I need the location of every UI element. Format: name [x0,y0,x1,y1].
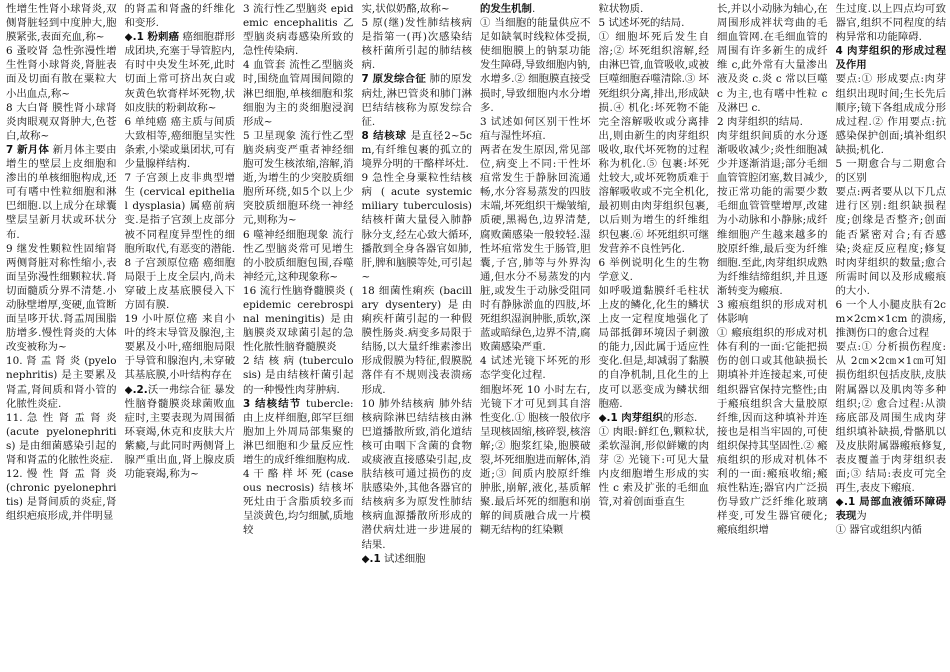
paragraph-text: 5 一期愈合与二期愈合的区别 [835,158,946,185]
paragraph-text: 性增生性肾小球肾炎,双侧肾脏轻到中度肿大,胞膜紧张,表面充血,称~ [6,3,117,44]
paragraph [6,467,117,523]
paragraph [125,30,236,115]
paragraph [6,143,117,242]
paragraph-text: ① 肉眼:鲜红色,颗粒状,柔软湿润,形似鲜嫩的肉芽 ② 光镜下:可见大量内皮细胞增生形成的实性 c 索及扩张的毛细血管,对着创面垂直生 [598,425,709,509]
paragraph [717,129,828,298]
paragraph-text: 8 大白肾 膜性肾小球肾炎肉眼观双肾肿大,色苍白,故称~ [6,101,117,142]
text-column-1 [6,2,117,672]
paragraph [480,354,591,382]
paragraph-text: 要点:两者要从以下几点进行区别:组织缺损程度;创缘是否整齐;创面能否紧密对合;有否感染;炎症反应程度;修复时肉芽组织的数量;愈合所需时间以及形成瘢痕的大小. [835,186,946,297]
paragraph [836,2,947,44]
paragraph [599,256,710,284]
paragraph-text: ① 细胞坏死后发生自溶;② 坏死组织溶解,经由淋巴管,血管吸收,或被巨噬细胞吞噬清除.③ 坏死组织分离,排出,形成缺损.④ 机化:坏死物不能完全溶解吸收或分离排出,则由新生的肉芽组织吸收,取代坏死物的过程称为机化.⑤ 包裹:坏死灶较大,或坏死物质难于溶解吸收或不完全机化,最初则由肉芽组织包裹,以后则为增生的纤维组织包裹.⑥ 坏死组织可继发营养不良性钙化. [598,31,709,255]
paragraph-text: 4 血管套 流性乙型脑炎时,围绕血管周围间隙的淋巴细胞,单核细胞和浆细胞为主的炎细胞浸润形成~ [243,59,354,128]
paragraph [125,171,236,256]
paragraph [362,72,473,128]
paragraph-text: 7 子宫颈上皮非典型增生 (cervical epithelial dysplasia) 属癌前病变.是指子宫颈上皮部分被不同程度异型性的细胞所取代,有恶变的潜能. [124,172,235,255]
paragraph [362,397,473,552]
paragraph-text: 粒状物质. [598,3,644,15]
paragraph-text: tubercle: 由上皮样细胞,郎罕巨细胞加上外周局部集聚的淋巴细胞和少量反应性增生的成纤维细胞构成. [243,397,354,466]
paragraph-text: ① 当细胞的能量供应不足如缺氧时线粒体受损,使细胞膜上的钠泵功能发生障碍,导致细胞内钠,水增多.② 细胞膜直接受损时,导致细胞内水分增多. [480,17,591,114]
paragraph [480,16,591,115]
text-column-4 [362,2,473,672]
paragraph-text: 6 蚤咬肾 急性弥漫性增生性肾小球肾炎,肾脏表面及切面有散在粟粒大小出血点,称~ [6,45,117,100]
paragraph-text: 生过度.以上四点均可致器官,组织不同程度的结构异常和功能障碍. [835,3,946,44]
paragraph [480,115,591,143]
bold-term: ◆.1 局部血液循环障碍表现 [835,496,946,523]
bold-term: 7 原发综合征 [361,73,426,86]
paragraph-text: 19 小叶原位癌 来自小叶的终末导管及腺泡,主要累及小叶,癌细胞局限于导管和腺泡内,未穿破其基底膜,小叶结构存在 [124,313,235,382]
paragraph [125,2,236,30]
paragraph [243,397,354,467]
paragraph [6,101,117,143]
paragraph-text: ① 瘢痕组织的形成对机体有利的一面:它能把损伤的创口或其他缺损长期填补并连接起来,可使组织器官保持完整性;由于瘢痕组织含大量胶原纤维,因而这种填补并连接也是相当牢固的,可使组织保持其坚固性.② 瘢痕组织的形成对机体不利的一面:瘢痕收缩;瘢痕性粘连;器官内广泛损伤导致广泛纤维化玻璃样变,可发生器官硬化;瘢痕组织增 [717,327,828,537]
paragraph-text: 8 子宫颈原位癌 癌细胞局限于上皮全层内,尚未穿破上皮基底膜侵入下方固有膜. [124,256,235,311]
paragraph [599,425,710,510]
paragraph [243,467,354,537]
text-column-3 [243,2,354,672]
paragraph [243,228,354,284]
paragraph-text: 6 举例说明化生的生物学意义. [598,256,709,283]
paragraph-text: 3 流行性乙型脑炎 epidemic encephalitis 乙型脑炎病毒感染所致的急性传染病. [243,3,354,58]
paragraph [836,185,947,298]
paragraph-text: 沃一弗综合征 暴发性脑脊髓膜炎球菌败血症时,主要表现为周围循环衰竭,休克和皮肤大片紫癜,与此同时两侧肾上腺严重出血,肾上腺皮质功能衰竭,称为~ [124,383,235,481]
paragraph-text: 是直径2~5c m,有纤维包裹的孤立的境界分明的干酪样坏灶. [361,129,472,171]
paragraph-text: 9 继发性颗粒性固缩肾 两侧肾脏对称性缩小,表面呈弥漫性细颗粒状.肾切面髓质分界不清楚.小动脉壁增厚,变硬,血管断面呈哆开状.肾盂周围脂肪增多.慢性肾炎的大体改变被称为~ [6,242,117,354]
paragraph-text: 5 试述坏死的结局. [598,17,685,30]
paragraph [125,383,236,482]
paragraph-text: 新月体主要由增生的壁层上皮细胞和渗出的单核细胞构成,还可有嗜中性粒细胞和淋巴细胞.以上成分在球囊壁层呈新月状或环状分布. [6,143,117,241]
paragraph [362,129,473,171]
text-column-6 [599,2,710,672]
paragraph-text: . [531,3,536,15]
paragraph-text: 11. 急 性 肾 盂 肾 炎 (acute pyelonephritis) 是由细菌感染引起的肾和肾盂的化脓性炎症. [6,411,117,466]
paragraph-text: 12. 慢 性 肾 盂 肾 炎 (chronic pyelonephritis) 是肾间质的炎症,肾组织疤痕形成,并伴明显 [6,468,117,523]
paragraph-text: 3 瘢痕组织的形成对机体影响 [717,298,828,326]
paragraph [6,354,117,410]
paragraph-text: 为 [856,510,867,523]
paragraph [717,2,828,115]
paragraph [599,2,710,16]
paragraph [480,143,591,354]
text-column-8 [836,2,947,672]
paragraph [836,523,947,537]
paragraph [243,2,354,58]
bold-term: 8 结核球 [361,129,407,142]
paragraph [717,298,828,326]
text-column-2 [125,2,236,672]
paragraph-text: 细胞坏死 10 小时左右,光镜下才可见到其自溶性变化.① 胞核一般依序呈现核固缩,核碎裂,核溶解;② 胞浆红染,胞膜破裂,坏死细胞进而解体,消逝;③ 间质内胶原纤维肿胀,崩解,液化,基质解聚.最后坏死的细胞和崩解的间质融合成一片模糊无结构的红染颗 [480,383,591,537]
paragraph-text: 6 噬神经细胞现象 流行性乙型脑炎常可见增生的小胶质细胞包围,吞噬神经元,这种现象称~ [243,228,354,283]
paragraph-text: 如呼吸道黏膜纤毛柱状上皮的鳞化,化生的鳞状上皮一定程度地强化了局部抵御环境因子刺激的能力,因此属于适应性变化.但是,却减弱了黏膜的自净机制,且化生的上皮可以恶变成为鳞状细胞癌. [598,284,709,410]
paragraph [599,16,710,30]
bold-term: 7 新月体 [6,143,50,156]
paragraph-text: 10. 肾 盂 肾 炎 (pyelonephritis) 是主要累及肾盂,肾间质和肾小管的化脓性炎症. [6,355,117,410]
paragraph [599,284,710,411]
paragraph-text: 16 流行性脑脊髓膜炎 ( epidemic cerebrospinal meningitis) 是由脑膜炎双球菌引起的急性化脓性脑脊髓膜炎 [243,284,354,354]
paragraph-text: 4 试述光镜下坏死的形态学变化过程. [480,355,591,382]
paragraph-text: 要点:① 形成要点:肉芽组织出现时间;生长先后顺序;镜下各组成成分形成过程.② 作用要点:抗感染保护创面;填补组织缺损;机化. [835,73,946,156]
paragraph [836,495,947,523]
text-column-7 [717,2,828,672]
paragraph [125,312,236,382]
paragraph [836,72,947,157]
paragraph-text: 的肾盂和肾盏的纤维化和变形. [124,3,235,30]
paragraph [362,284,473,397]
paragraph [125,256,236,312]
paragraph [125,115,236,171]
paragraph [243,58,354,128]
paragraph [362,171,473,284]
paragraph-text: 2 肉芽组织的结局. [717,115,803,128]
paragraph-text: 试述细胞 [380,552,426,565]
paragraph [717,115,828,129]
paragraph-text: 长,并以小动脉为轴心,在周围形成袢状弯曲的毛细血管网.在毛细血管的周围有许多新生的成纤维 c,此外常有大量渗出液及炎 c.炎 c 常以巨噬 c 为主,也有嗜中性粒 c 及淋巴 c. [717,3,828,114]
paragraph-text: 要点:① 分析损伤程度:从 2㎝×2㎝×1㎝可知损伤组织包括皮肤,皮肤附属器以及肌肉等多种组织;② 愈合过程:从溃疡底部及周围生成肉芽组织填补缺损,骨骼肌以及皮肤附属器瘢痕修复,表皮覆盖于肉芽组织表面;③ 结局:表皮可完全再生,表皮下瘢痕. [835,341,946,495]
bold-term: ◆.1 [361,552,381,565]
paragraph [243,354,354,396]
paragraph-text: 4 干 酪 样 坏 死 (caseous necrosis) 结核坏死灶由于含脂质较多而呈淡黄色,均匀细腻,质地较 [243,468,354,537]
paragraph [836,157,947,185]
paragraph [480,383,591,538]
text-column-5 [480,2,591,672]
paragraph [836,44,947,72]
paragraph-text: 3 试述如何区别干性坏疽与湿性坏疽. [480,115,591,142]
bold-term: 的发生机制 [480,3,532,15]
paragraph-text: 9 急性全身粟粒性结核病 ( acute systemic miliary tuberculosis) 结核杆菌大量侵入肺静脉分支,经左心致大循环,播散到全身各器官如肺,肝,脾和脑膜等处,可引起~ [361,172,472,283]
paragraph [243,129,354,228]
paragraph-text: 5 原(继)发性肺结核病 是指第一(再)次感染结核杆菌所引起的肺结核病. [361,17,472,72]
paragraph-text: 实,状似奶酪,故称~ [361,3,450,15]
paragraph [362,16,473,72]
paragraph-text: 两者在发生原因,常见部位,病变上不同:干性坏疽常发生于静脉回流通畅,水分容易蒸发的四肢末端,坏死组织干燥皱缩,质硬,黑褐色,边界清楚,腐败菌感染一般较轻.湿性坏疽常发生于肠管,胆囊,子宫,肺等与外界沟通,但水分不易蒸发的内脏,或发生于动脉受阻同时有静脉淤血的四肢,坏死组织湿润肿胀,质软,深蓝或暗绿色,边界不清,腐败菌感染严重. [480,143,591,354]
paragraph [836,340,947,495]
paragraph [243,284,354,354]
bold-term: 4 肉芽组织的形成过程及作用 [835,45,946,72]
paragraph-text: 18 细菌性痢疾 (bacillary dysentery) 是由痢疾杆菌引起的一种假膜性肠炎.病变多局限于结肠,以大量纤维素渗出形成假膜为特征,假膜脱落伴有不规则浅表溃疡形成. [361,284,472,396]
paragraph-text: 癌细胞群形成团块,充塞于导管腔内,有时中央发生坏死,此时切面上常可挤出灰白或灰黄色软膏样坏死物,状如皮肤的粉刺故称~ [124,31,235,114]
paragraph [6,2,117,44]
bold-term: ◆.1 粉刺癌 [124,31,180,44]
paragraph-text: ① 器官或组织内循 [835,524,922,537]
paragraph-text: 的形态. [662,411,698,424]
paragraph-text: 5 卫星现象 流行性乙型脑炎病变严重者神经细胞可发生核浓缩,溶解,消逝,为增生的少突胶质细胞所环绕,如5个以上少突胶质细胞环绕一神经元,则称为~ [243,129,354,227]
paragraph [6,44,117,100]
paragraph [362,2,473,16]
paragraph [480,2,591,16]
paragraph-text: 6 单纯癌 癌主质与间质大致相等,癌细胞呈实性条索,小梁或巢团状,可有少量腺样结构. [124,115,235,171]
paragraph [6,242,117,355]
paragraph-text: 6 一个人小腿皮肤有2cm×2cm×1cm 的溃疡,推测伤口的愈合过程 [835,298,946,340]
paragraph-text: 2 结 核 病 (tuberculosis) 是由结核杆菌引起的一种慢性肉芽肿病. [243,355,354,396]
paragraph [599,30,710,256]
paragraph [717,326,828,537]
paragraph [836,298,947,340]
paragraph-text: 肺的原发病灶,淋巴管炎和肺门淋巴结结核称为原发综合征. [361,73,472,128]
bold-term: ◆.1 肉芽组织 [598,411,663,424]
paragraph-text: 10 肺外结核病 肺外结核病除淋巴结结核由淋巴道播散所致,消化道结核可由咽下含菌的食物或痰液直接感染引起,皮肤结核可通过损伤的皮肤感染外,其他各器官的结核病多为原发性肺结核病血源播散所形成的潜伏病灶进一步进展的结果. [361,397,472,551]
paragraph-text: 肉芽组织间质的水分逐渐吸收减少;炎性细胞减少并逐渐消退;部分毛细血管管腔闭塞,数目减少,按正常功能的需要少数毛细血管管壁增厚,改建为小动脉和小静脉;成纤维细胞产生越来越多的胶原纤维,最后变为纤维细胞.至此,肉芽组织成熟为纤维结缔组织,并且逐渐转变为瘢痕. [717,129,828,297]
bold-term: 3 结核结节 [243,397,302,410]
paragraph [362,552,473,566]
paragraph [6,411,117,467]
bold-term: ◆.2. [124,383,148,396]
paragraph [599,411,710,425]
